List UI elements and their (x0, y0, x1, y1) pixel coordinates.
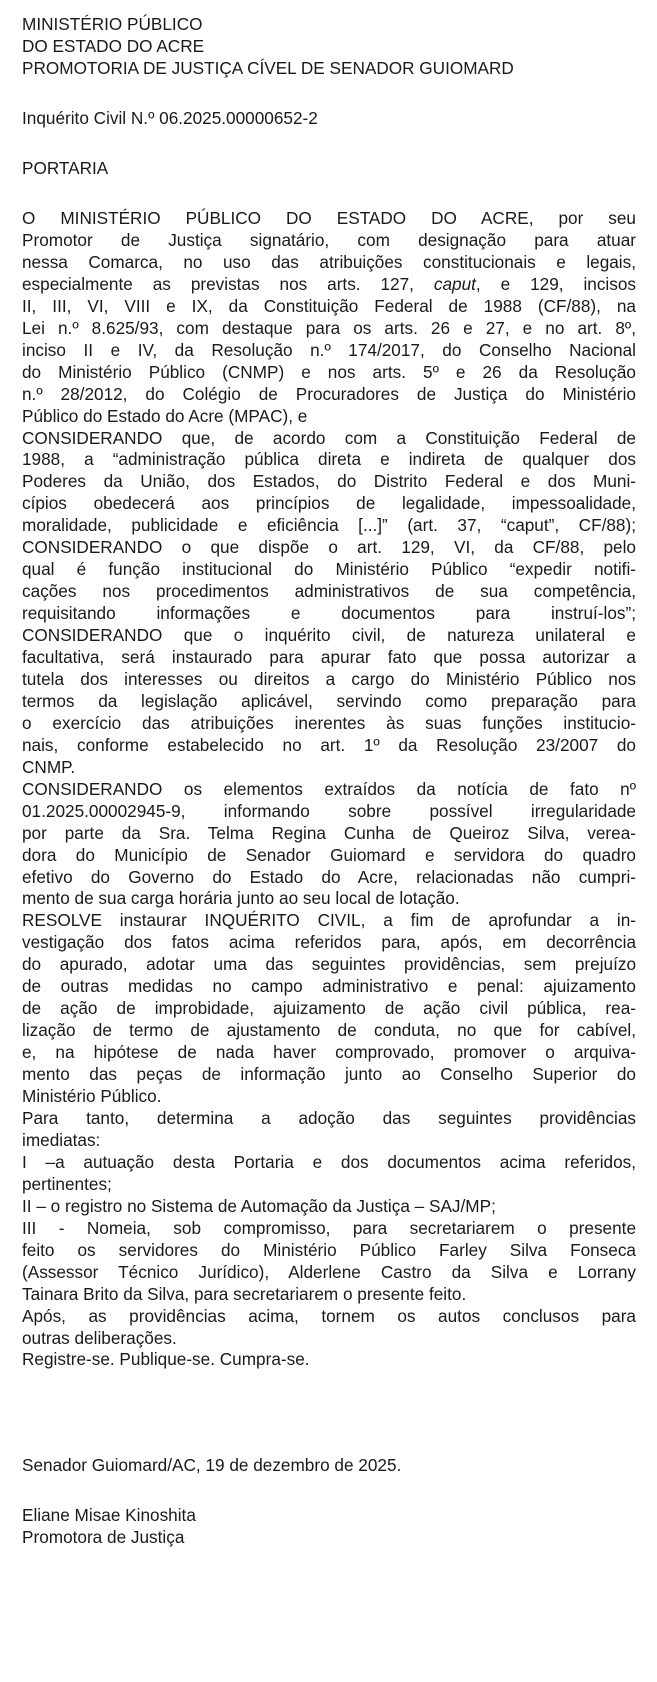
body-line: cípios obedecerá aos princípios de legalidade, impessoalidade, (22, 493, 636, 514)
date-line: Senador Guiomard/AC, 19 de dezembro de 2025. (22, 1455, 402, 1475)
body-line: Poderes da União, dos Estados, do Distrito Federal e dos Muni- (22, 471, 636, 492)
body-line: dora do Município de Senador Guiomard e servidora do quadro (22, 844, 636, 865)
body-line: mento das peças de informação junto ao Conselho Superior do (22, 1064, 636, 1084)
body-line: Lei n.º 8.625/93, com destaque para os arts. 26 e 27, e no art. 8º, (22, 317, 636, 338)
body-line: do Ministério Público (CNMP) e nos arts. 5º e 26 da Resolução (22, 361, 636, 382)
body-line: Para tanto, determina a adoção das seguintes providências (22, 1107, 636, 1128)
body-line: CONSIDERANDO o que dispõe o art. 129, VI, da CF/88, pelo (22, 537, 636, 558)
body-line: nessa Comarca, no uso das atribuições constitucionais e legais, (22, 251, 636, 272)
body-line: outras deliberações. (22, 1327, 177, 1348)
body-line: Registre-se. Publique-se. Cumpra-se. (22, 1349, 310, 1370)
body-line: II, III, VI, VIII e IX, da Constituição Federal de 1988 (CF/88), na (22, 295, 636, 316)
body-line: qual é função institucional do Ministério Público “expedir notifi- (22, 559, 636, 580)
body-line: por parte da Sra. Telma Regina Cunha de Queiroz Silva, verea- (22, 822, 636, 843)
body-line: O MINISTÉRIO PÚBLICO DO ESTADO DO ACRE, por seu (22, 208, 636, 228)
body-line: Ministério Público. (22, 1086, 162, 1106)
body-line: CONSIDERANDO que, de acordo com a Constituição Federal de (22, 427, 636, 448)
body-line: mento de sua carga horária junto ao seu local de lotação. (22, 888, 460, 909)
body-line: RESOLVE instaurar INQUÉRITO CIVIL, a fim de aprofundar a in- (22, 910, 636, 931)
body-line: vestigação dos fatos acima referidos para, após, em decorrência (22, 932, 636, 953)
body-line: requisitando informações e documentos para instruí-los”; (22, 603, 636, 624)
body-line: de outras medidas no campo administrativo e penal: ajuizamento (22, 976, 636, 997)
signature-title: Promotora de Justiça (22, 1527, 185, 1547)
body-line: do apurado, adotar uma das seguintes providências, sem prejuízo (22, 954, 636, 975)
body-line: efetivo do Governo do Estado do Acre, relacionadas não cumpri- (22, 866, 636, 887)
body-line: Após, as providências acima, tornem os autos conclusos para (22, 1305, 636, 1326)
body-line: Promotor de Justiça signatário, com designação para atuar (22, 229, 636, 250)
body-line: facultativa, será instaurado para apurar fato que possa autorizar a (22, 647, 636, 667)
body-line: CONSIDERANDO que o inquérito civil, de natureza unilateral e (22, 625, 636, 645)
body-line: feito os servidores do Ministério Público Farley Silva Fonseca (22, 1239, 636, 1260)
body-line: II – o registro no Sistema de Automação da Justiça – SAJ/MP; (22, 1195, 496, 1216)
header-line-1: MINISTÉRIO PÚBLICO (22, 14, 203, 34)
body-line: Público do Estado do Acre (MPAC), e (22, 405, 308, 426)
inquerito-number: Inquérito Civil N.º 06.2025.00000652-2 (22, 108, 318, 128)
body-line: moralidade, publicidade e eficiência [...]” (art. 37, “caput”, CF/88); (22, 515, 636, 536)
body-line: n.º 28/2012, do Colégio de Procuradores de Justiça do Ministério (22, 383, 636, 404)
body-line: pertinentes; (22, 1173, 112, 1194)
body-line: nais, conforme estabelecido no art. 1º da Resolução 23/2007 do (22, 734, 636, 755)
body-line: lização de termo de ajustamento de conduta, no que for cabível, (22, 1020, 636, 1041)
body-line: inciso II e IV, da Resolução n.º 174/2017, do Conselho Nacional (22, 339, 636, 360)
body-line: imediatas: (22, 1129, 101, 1150)
body-line: 01.2025.00002945-9, informando sobre possível irregularidade (22, 800, 636, 821)
header-line-3: PROMOTORIA DE JUSTIÇA CÍVEL DE SENADOR GUIOMARD (22, 58, 514, 78)
signature-name: Eliane Misae Kinoshita (22, 1505, 196, 1525)
body-line: o exercício das atribuições inerentes às suas funções institucio- (22, 712, 636, 733)
body-line: 1988, a “administração pública direta e indireta de qualquer dos (22, 449, 636, 470)
body-line: Tainara Brito da Silva, para secretariarem o presente feito. (22, 1283, 467, 1304)
body-line: de ação de improbidade, ajuizamento de ação civil pública, rea- (22, 998, 636, 1019)
body-line: CNMP. (22, 756, 76, 777)
body-line: (Assessor Técnico Jurídico), Alderlene Castro da Silva e Lorrany (22, 1261, 636, 1282)
doc-type-title: PORTARIA (22, 158, 109, 178)
body-line: especialmente as previstas nos arts. 127, caput, e 129, incisos (22, 273, 637, 294)
body-line: e, na hipótese de nada haver comprovado, promover o arquiva- (22, 1042, 636, 1063)
body-line: cações nos procedimentos administrativos de sua competência, (22, 581, 636, 602)
header-line-2: DO ESTADO DO ACRE (22, 36, 205, 56)
body-line: tutela dos interesses ou direitos a cargo do Ministério Público nos (22, 669, 636, 689)
body-line: termos da legislação aplicável, servindo como preparação para (22, 690, 636, 711)
body-line: I –a autuação desta Portaria e dos documentos acima referidos, (22, 1151, 636, 1172)
body-line: III - Nomeia, sob compromisso, para secretariarem o presente (22, 1217, 636, 1238)
body-line: CONSIDERANDO os elementos extraídos da notícia de fato nº (22, 778, 636, 799)
